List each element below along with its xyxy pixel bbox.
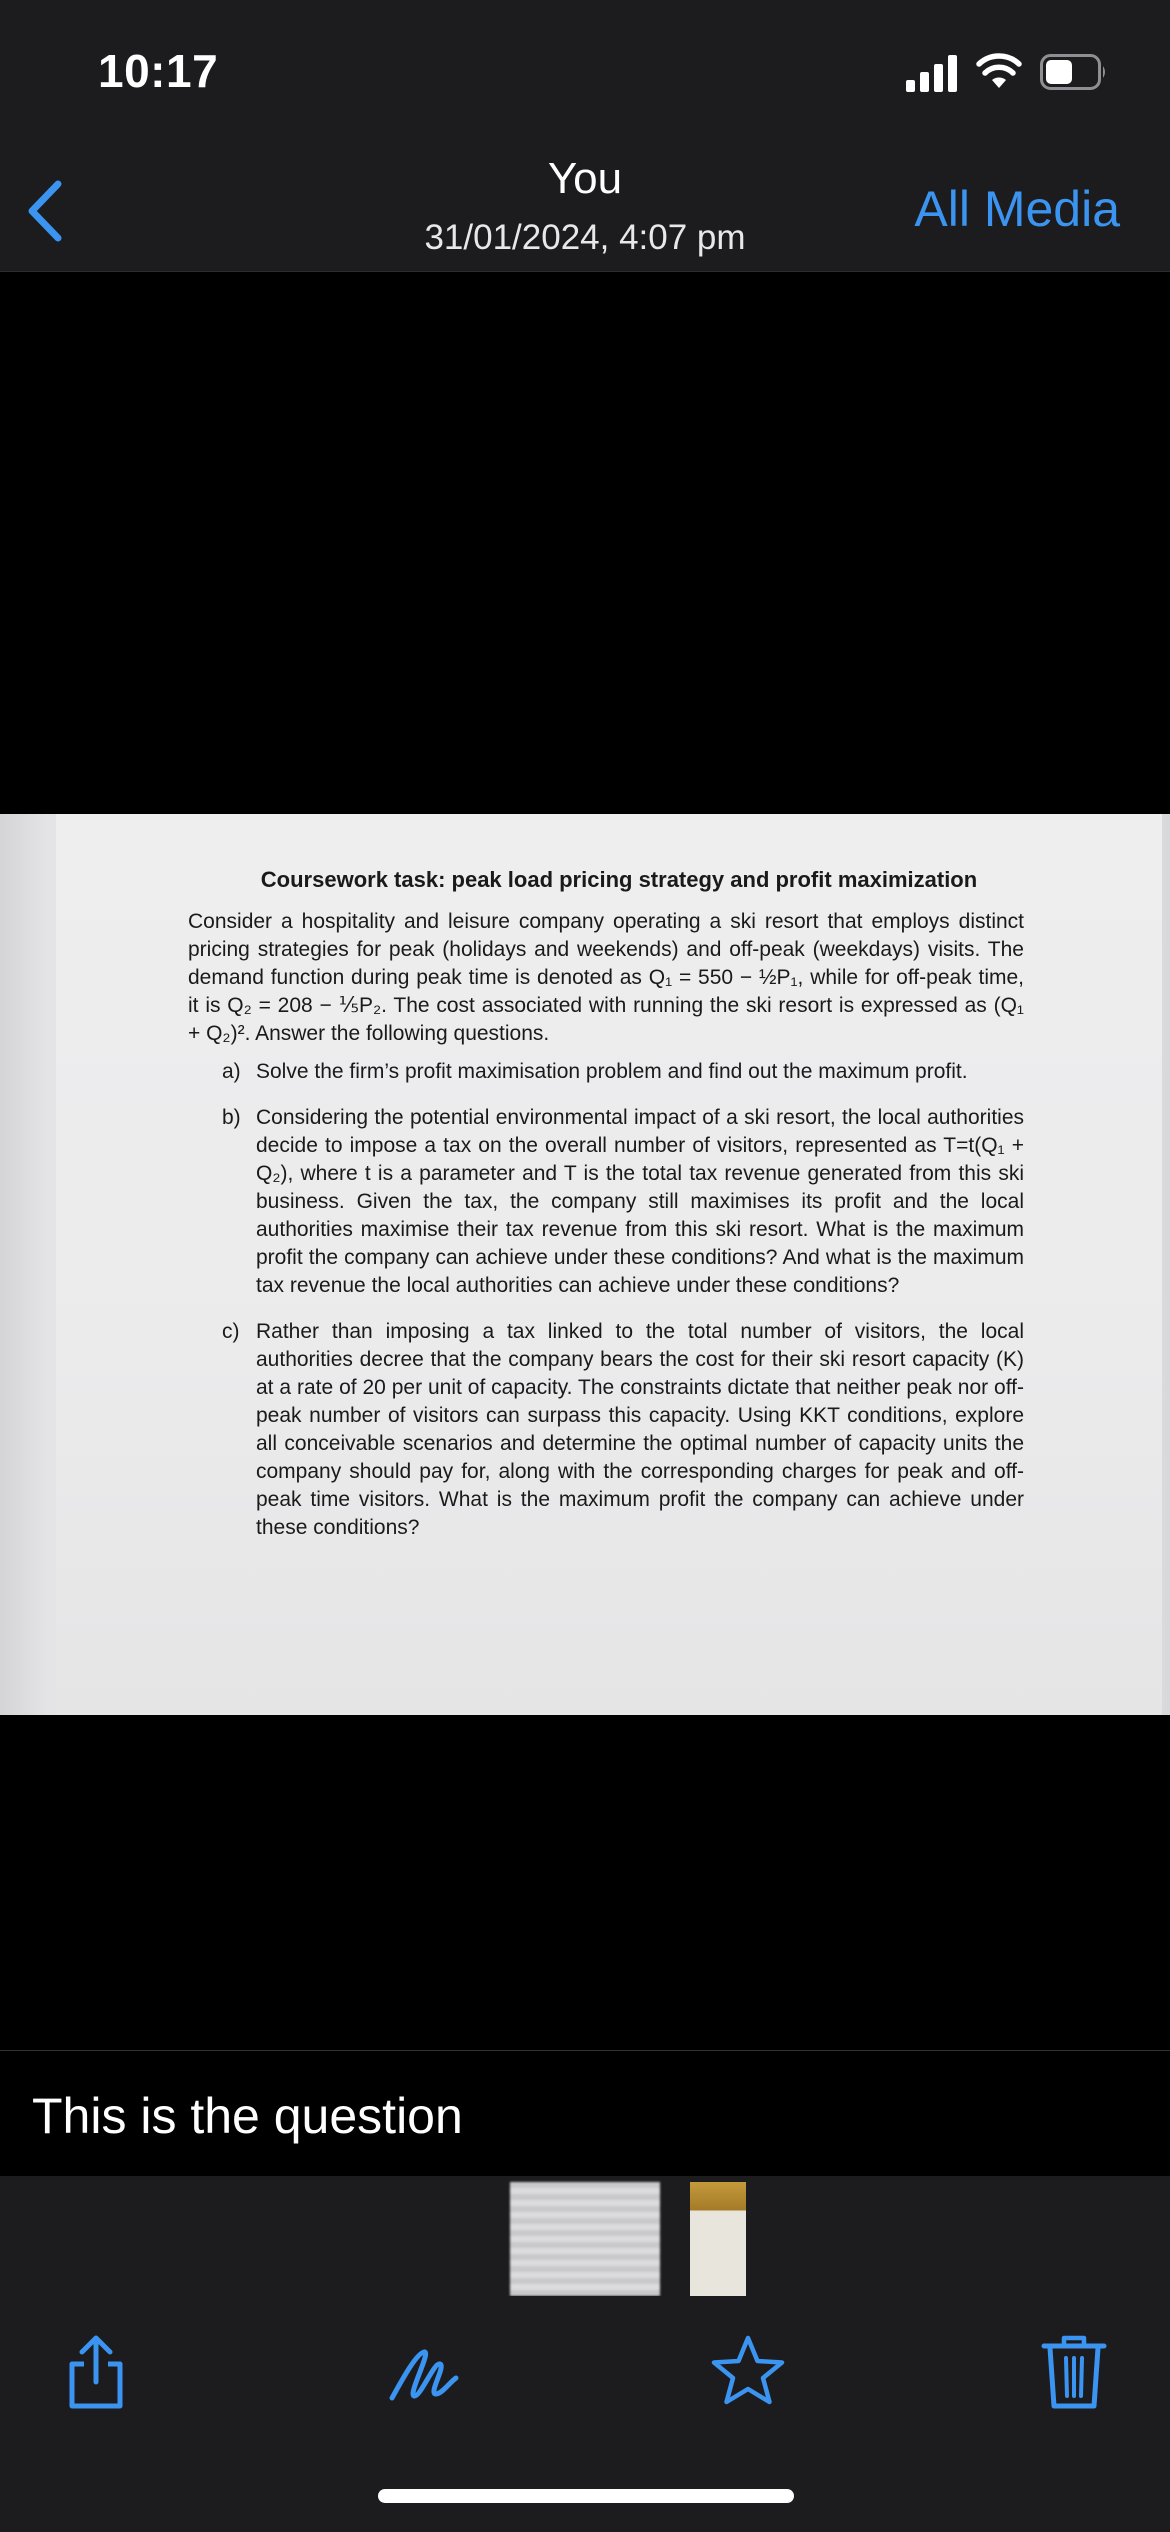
- question-text: Solve the firm’s profit maximisation problem and find out the maximum profit.: [256, 1060, 968, 1083]
- all-media-button[interactable]: All Media: [914, 181, 1120, 237]
- document-page: [56, 814, 1162, 1715]
- question-item: [222, 1058, 1024, 1086]
- wifi-icon: [976, 52, 1022, 92]
- nav-title: You: [547, 154, 623, 203]
- cellular-signal-icon: [906, 54, 958, 92]
- share-icon[interactable]: [56, 2332, 136, 2412]
- question-label: c): [222, 1320, 240, 1343]
- question-label: a): [222, 1060, 241, 1083]
- photo-viewer[interactable]: [0, 273, 1170, 2053]
- caption-bar: [0, 2050, 1170, 2176]
- question-label: b): [222, 1106, 241, 1129]
- star-icon[interactable]: [708, 2332, 788, 2412]
- nav-subtitle: 31/01/2024, 4:07 pm: [424, 218, 746, 257]
- document-intro: Consider a hospitality and leisure company operating a ski resort that employs distinct pricing strategies for peak (holidays and weekends) and off-peak (weekdays) visits. The demand function during peak time is denoted as Q₁ = 550 − ½P₁, while for off-peak time, it is Q₂ = 208 − ⅕P₂. The cost associated with running the ski resort is expressed as (Q₁ + Q₂)². Answer the following questions.: [188, 910, 1024, 1045]
- markup-icon[interactable]: [384, 2332, 464, 2412]
- thumbnail-current[interactable]: [510, 2182, 660, 2296]
- thumbnail-strip: [0, 2176, 1170, 2296]
- battery-icon: [1040, 54, 1108, 90]
- status-bar: [0, 0, 1170, 140]
- question-text: Rather than imposing a tax linked to the total number of visitors, the local authorities decree that the company bears the cost for their ski resort capacity (K) at a rate of 20 per unit of capacity. The constraints dictate that neither peak nor off-peak number of visitors can surpass this capacity. Using KKT conditions, explore all conceivable scenarios and determine the optimal number of capacity units the company should pay for, along with the corresponding charges for peak and off-peak time visitors. What is the maximum profit the company can achieve under these conditions?: [256, 1320, 1024, 1539]
- nav-bar: [0, 140, 1170, 272]
- document-photo: [0, 814, 1170, 1715]
- photo-caption: This is the question: [32, 2088, 463, 2144]
- thumbnail-next[interactable]: [690, 2182, 746, 2296]
- document-title: Coursework task: peak load pricing strategy and profit maximization: [260, 867, 978, 892]
- home-indicator[interactable]: [378, 2489, 794, 2503]
- question-list: [188, 1058, 1024, 1542]
- document-content: [188, 866, 1024, 1560]
- question-item: [222, 1318, 1024, 1542]
- trash-icon[interactable]: [1034, 2332, 1114, 2412]
- question-item: [222, 1104, 1024, 1300]
- question-text: Considering the potential environmental impact of a ski resort, the local authorities decide to impose a tax on the overall number of visitors, represented as T=t(Q₁ + Q₂), where t is a parameter and T is the total tax revenue generated from this ski business. Given the tax, the company still maximises its profit and the local authorities maximise their tax revenue from this ski resort. What is the maximum profit the company can achieve under these conditions? And what is the maximum tax revenue the local authorities can achieve under these conditions?: [256, 1106, 1024, 1297]
- status-time: 10:17: [98, 45, 219, 97]
